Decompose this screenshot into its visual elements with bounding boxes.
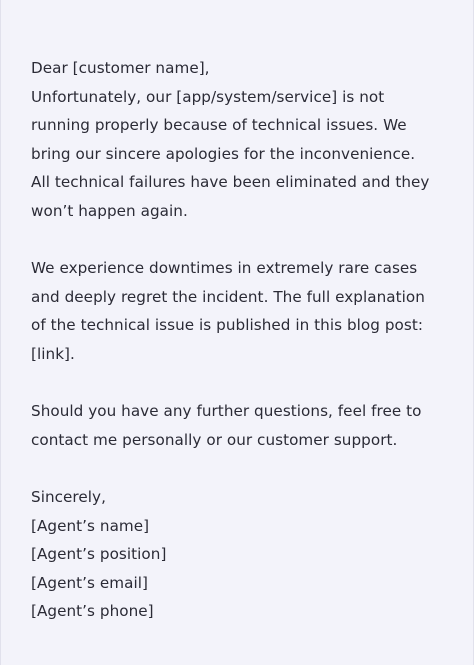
- paragraph-spacer: [31, 369, 451, 398]
- paragraph-1-line-4: All technical failures have been eliminated and they: [31, 173, 430, 192]
- paragraph-3-line-2: contact me personally or our customer support.: [31, 430, 398, 449]
- paragraph-3-line-1: Should you have any further questions, feel free to: [31, 402, 422, 421]
- paragraph-1-line-1: Unfortunately, our [app/system/service] is not: [31, 87, 385, 106]
- paragraph-spacer: [31, 226, 451, 255]
- paragraph-spacer: [31, 454, 451, 483]
- signature-phone: [Agent’s phone]: [31, 602, 154, 621]
- paragraph-1-line-2: running properly because of technical issues. We: [31, 116, 407, 135]
- letter-body: [31, 54, 451, 626]
- paragraph-1-line-3: bring our sincere apologies for the inconvenience.: [31, 144, 416, 163]
- signature-position: [Agent’s position]: [31, 545, 167, 564]
- signature-name: [Agent’s name]: [31, 516, 150, 535]
- greeting: Dear [customer name],: [31, 59, 210, 77]
- paragraph-2-line-2: and deeply regret the incident. The full explanation: [31, 287, 425, 306]
- signature-email: [Agent’s email]: [31, 573, 149, 592]
- paragraph-2-line-1: We experience downtimes in extremely rare cases: [31, 259, 418, 278]
- paragraph-2-line-4: [link].: [31, 344, 75, 363]
- paragraph-2-line-3: of the technical issue is published in this blog post:: [31, 316, 423, 335]
- closing: Sincerely,: [31, 487, 106, 506]
- paragraph-1-line-5: won’t happen again.: [31, 201, 188, 220]
